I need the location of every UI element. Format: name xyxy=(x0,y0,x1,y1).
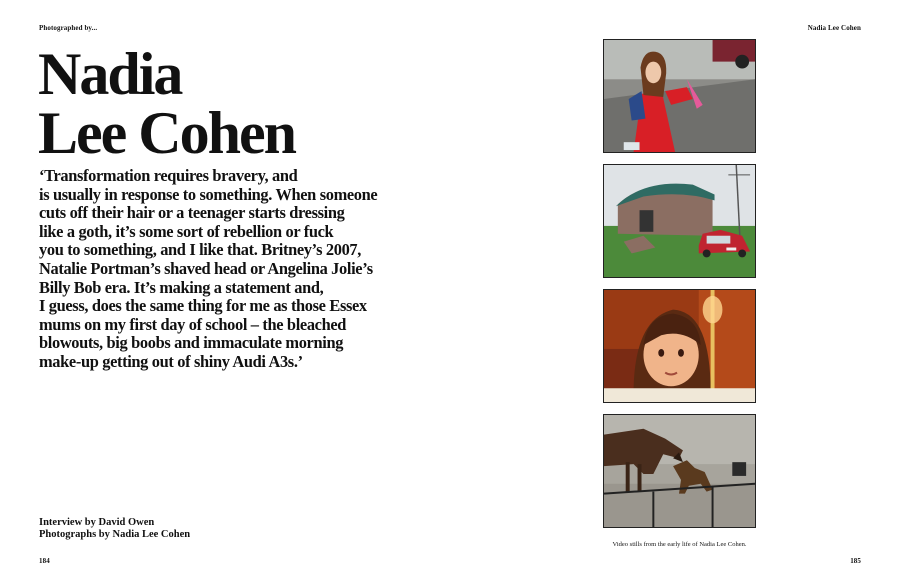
running-header-left: Photographed by... xyxy=(39,24,98,32)
running-header-right: Nadia Lee Cohen xyxy=(807,24,861,32)
video-still-girl-red-jumper xyxy=(603,39,756,153)
quote-line: like a goth, it’s some sort of rebellion or fuck xyxy=(39,221,334,241)
photo-caption: Video stills from the early life of Nadia Lee Cohen. xyxy=(612,541,747,548)
credits xyxy=(39,517,190,541)
page-number-right: 185 xyxy=(850,557,861,565)
video-still-horse-and-dog xyxy=(603,414,756,528)
quote-line: mums on my first day of school – the bleached xyxy=(39,314,347,334)
quote-line: is usually in response to something. When someone xyxy=(39,184,378,204)
quote-line: cuts off their hair or a teenager starts dressing xyxy=(39,203,345,223)
quote-line: Billy Bob era. It’s making a statement and, xyxy=(39,277,324,297)
video-still-barn-and-car xyxy=(603,164,756,278)
quote-line: Natalie Portman’s shaved head or Angelina Jolie’s xyxy=(39,258,373,278)
quote-line: you to something, and I like that. Britney’s 2007, xyxy=(39,240,362,260)
page-number-left: 184 xyxy=(39,557,50,565)
video-still-child-warm-light xyxy=(603,289,756,403)
pull-quote xyxy=(39,167,419,372)
interview-credit: Interview by David Owen xyxy=(39,517,155,528)
article-title-line-2: Lee Cohen xyxy=(38,100,295,166)
quote-line: make-up getting out of shiny Audi A3s.’ xyxy=(39,351,303,371)
quote-line: blowouts, big boobs and immaculate morning xyxy=(39,333,344,353)
photo-credit: Photographs by Nadia Lee Cohen xyxy=(39,529,191,540)
quote-line: ‘Transformation requires bravery, and xyxy=(39,166,298,185)
quote-line: I guess, does the same thing for me as those Essex xyxy=(39,296,367,316)
article-title-line-1: Nadia xyxy=(38,41,182,107)
